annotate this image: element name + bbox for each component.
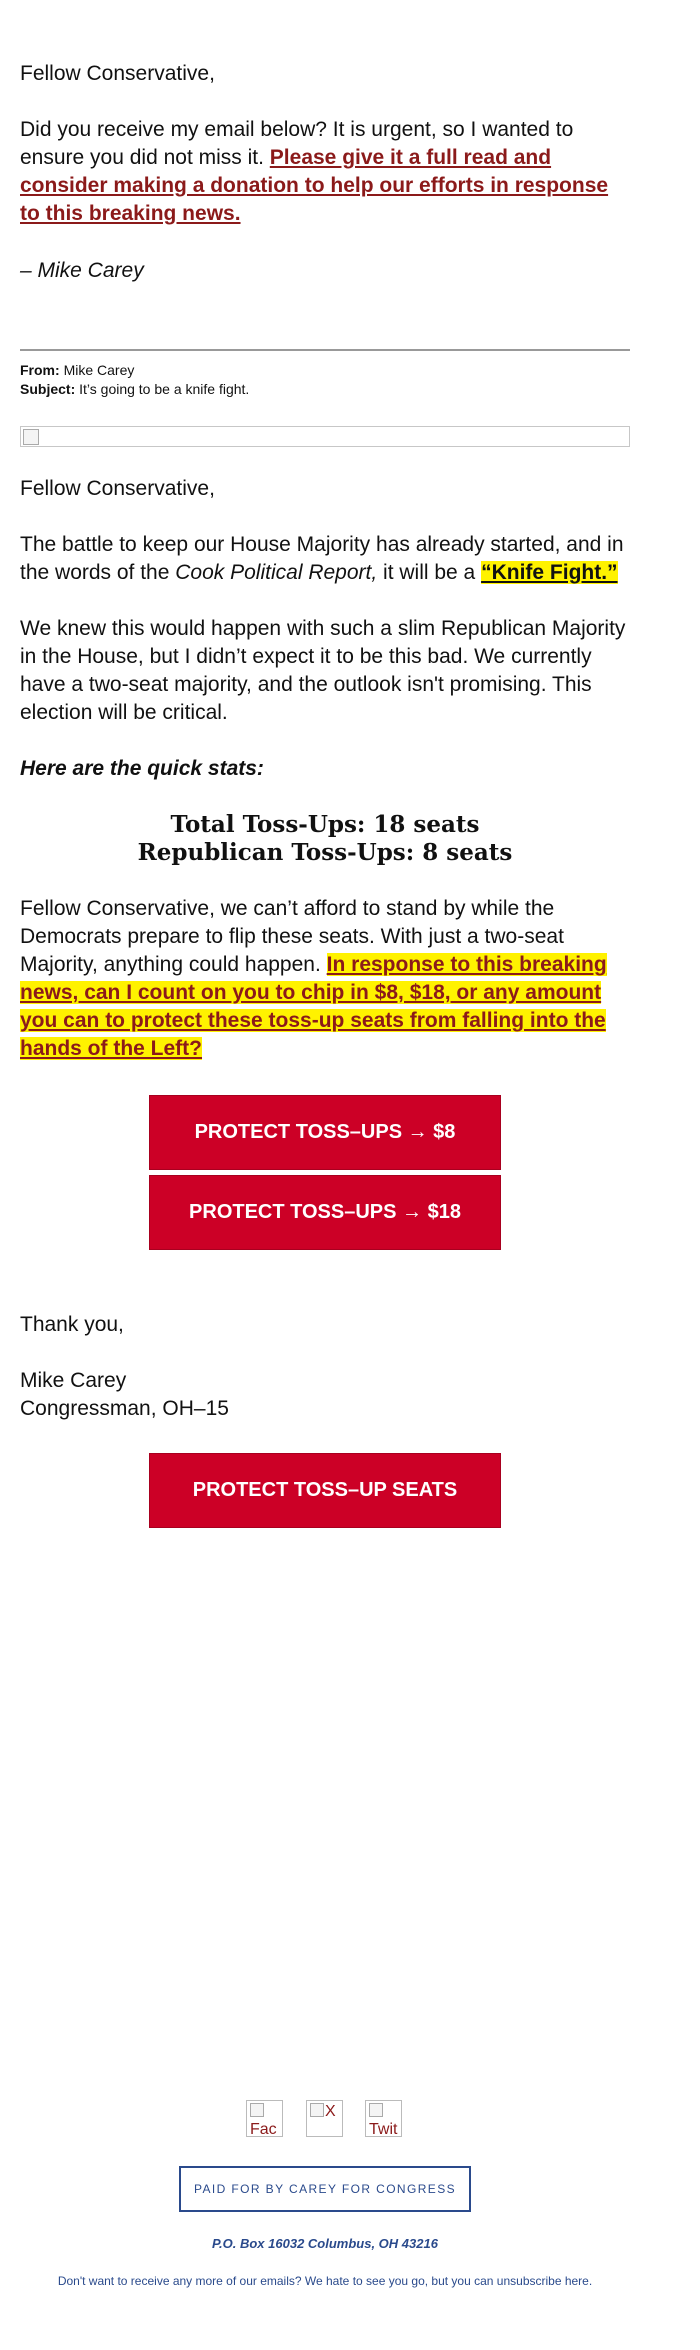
- header-image: [20, 426, 630, 447]
- donate-8-button[interactable]: PROTECT TOSS–UPS → $8: [149, 1095, 501, 1170]
- knife-fight-link[interactable]: “Knife Fight.”: [481, 561, 618, 584]
- paid-for-box: PAID FOR BY CAREY FOR CONGRESS: [179, 2166, 471, 2212]
- stat-republican-toss-ups: Republican Toss-Ups: 8 seats: [137, 839, 513, 866]
- facebook-icon[interactable]: [246, 2100, 283, 2137]
- protect-seats-button[interactable]: PROTECT TOSS–UP SEATS: [149, 1453, 501, 1528]
- p3-text: Fellow Conservative, we can’t afford to stand by while the Democrats prepare to flip these seats. With just a two-seat Majority, anything could happen.: [20, 897, 564, 976]
- from-value: Mike Carey: [63, 362, 135, 378]
- mailing-address: P.O. Box 16032 Columbus, OH 43216: [212, 2236, 438, 2251]
- body-paragraph-3: [20, 895, 630, 1063]
- signer-name: Mike Carey: [20, 1369, 127, 1392]
- twitter-icon[interactable]: [365, 2100, 402, 2137]
- body-paragraph-2: We knew this would happen with such a slim Republican Majority in the House, but I didn’t expect it to be this bad. We currently have a two-seat majority, and the outlook isn't promising. This election will be critical.: [20, 617, 626, 724]
- subject-label: Subject:: [20, 381, 76, 397]
- subject-line: [20, 380, 249, 399]
- donate-ask-link[interactable]: In response to this breaking news, can I count on you to chip in $8, $18, or any amount you can to protect these toss-up seats from falling into the hands of the Left?: [20, 953, 607, 1060]
- signer-title: Congressman, OH–15: [20, 1397, 229, 1420]
- intro-greeting: Fellow Conservative,: [20, 62, 215, 85]
- subject-value: It’s going to be a knife fight.: [79, 381, 250, 397]
- twitter-alt-text: Twit: [369, 2121, 398, 2137]
- stat-total-toss-ups: Total Toss-Ups: 18 seats: [170, 811, 480, 838]
- broken-image-icon: [310, 2103, 324, 2117]
- intro-donate-link[interactable]: Please give it a full read and consider making a donation to help our efforts in response to this breaking news.: [20, 146, 609, 225]
- p1-text-b: it will be a: [383, 561, 476, 584]
- intro-paragraph: [20, 116, 630, 228]
- intro-text: Did you receive my email below? It is urgent, so I wanted to ensure you did not miss it.: [20, 118, 574, 169]
- facebook-alt-text: Fac: [250, 2121, 277, 2137]
- body-greeting: Fellow Conservative,: [20, 477, 215, 500]
- broken-image-icon: [369, 2103, 383, 2117]
- donate-18-button[interactable]: PROTECT TOSS–UPS → $18: [149, 1175, 501, 1250]
- broken-image-icon: [250, 2103, 264, 2117]
- x-alt-text: X: [325, 2103, 336, 2120]
- quick-stats-heading: Here are the quick stats:: [20, 757, 264, 780]
- broken-image-icon: [23, 429, 39, 445]
- unsubscribe-link[interactable]: Don't want to receive any more of our emails? We hate to see you go, but you can unsubscribe here.: [57, 2274, 593, 2288]
- body-paragraph-1: [20, 531, 630, 587]
- p1-text-a: The battle to keep our House Majority has already started, and in the words of the: [20, 533, 624, 584]
- thanks-text: Thank you,: [20, 1313, 124, 1336]
- forward-divider: [20, 349, 630, 351]
- from-label: From:: [20, 362, 60, 378]
- intro-signoff: – Mike Carey: [20, 259, 144, 282]
- from-line: [20, 361, 134, 380]
- x-icon[interactable]: [306, 2100, 343, 2137]
- p1-italic: Cook Political Report,: [175, 561, 378, 584]
